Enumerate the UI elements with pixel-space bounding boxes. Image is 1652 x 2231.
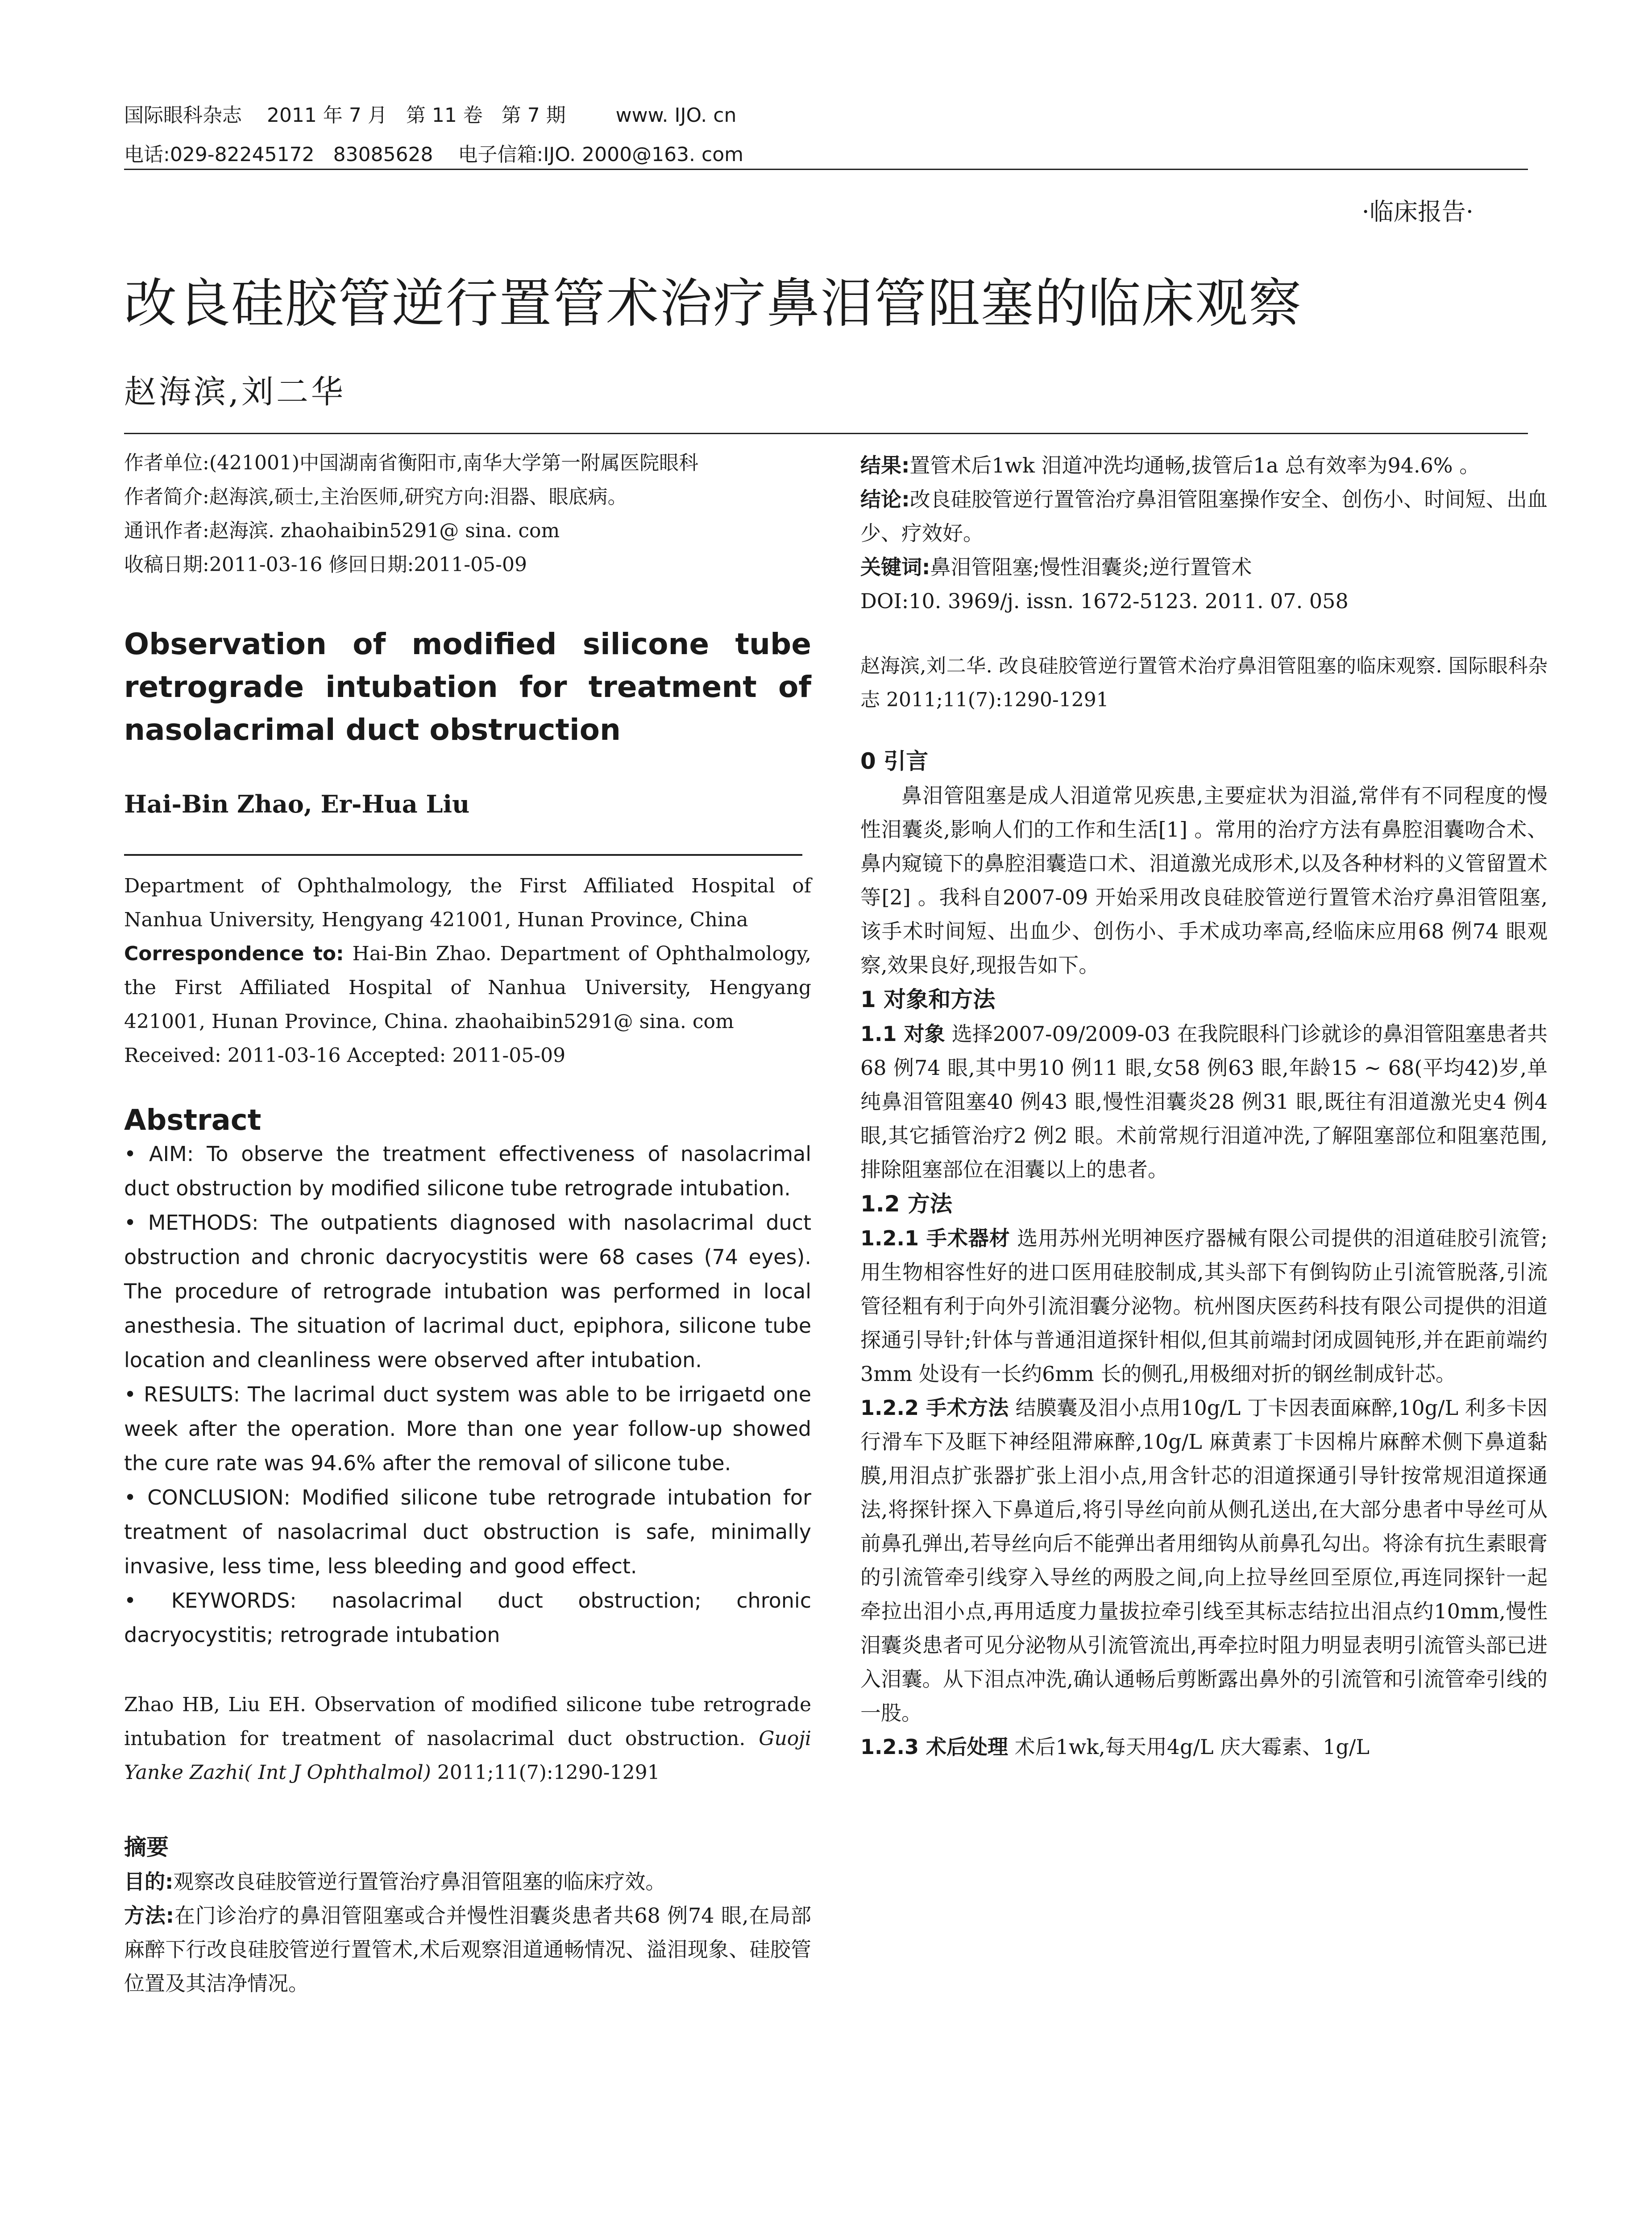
section-1-2-3-text: 术后1wk,每天用4g/L 庆大霉素、1g/L (1008, 1735, 1370, 1759)
left-column (124, 446, 811, 2000)
cn-abstract-methods (124, 1899, 811, 2000)
section-tag: ·临床报告· (1361, 198, 1474, 226)
cn-keywords-label: 关键词: (860, 555, 930, 579)
section-0-heading: 0 引言 (860, 748, 929, 774)
cn-abstract-keywords (860, 550, 1548, 584)
english-received: Received: 2011-03-16 Accepted: 2011-05-09 (124, 1044, 566, 1067)
correspondence-text: Hai-Bin Zhao. Department of Ophthalmology, the First Affiliated Hospital of Nanhua University, Hengyang 421001, Hunan Province, China. zhaohaibin5291@ sina. com (124, 942, 811, 1033)
abstract-conclusion: • CONCLUSION: Modified silicone tube retrograde intubation for treatment of nasolacrimal duct obstruction is safe, minimally invasive, less time, less bleeding and good effect. (124, 1485, 811, 1578)
cn-keywords-text: 鼻泪管阻塞;慢性泪囊炎;逆行置管术 (930, 555, 1252, 579)
section-1-1-text: 选择2007-09/2009-03 在我院眼科门诊就诊的鼻泪管阻塞患者共68 例74 眼,其中男10 例11 眼,女58 例63 眼,年龄15 ~ 68(平均42)岁,单纯鼻泪管阻塞40 例43 眼,慢性泪囊炎28 例31 眼,既往有泪道激光史4 例4 眼,其它插管治疗2 例2 眼。术前常规行泪道冲洗,了解阻塞部位和阻塞范围,排除阻塞部位在泪囊以上的患者。 (860, 1022, 1548, 1182)
abstract-results: • RESULTS: The lacrimal duct system was able to be irrigaetd one week after the operation. More than one year follow-up showed the cure rate was 94.6% after the removal of silicone tube. (124, 1382, 811, 1475)
section-1-2-3-paragraph (860, 1730, 1548, 1764)
section-0-paragraph: 鼻泪管阻塞是成人泪道常见疾患,主要症状为泪溢,常伴有不同程度的慢性泪囊炎,影响人们的工作和生活[1] 。常用的治疗方法有鼻腔泪囊吻合术、鼻内窥镜下的鼻腔泪囊造口术、泪道激光成形术,以及各种材料的义管留置术等[2] 。我科自2007-09 开始采用改良硅胶管逆行置管术治疗鼻泪管阻塞,该手术时间短、出血少、创伤小、手术成功率高,经临床应用68 例74 眼观察,效果良好,现报告如下。 (860, 784, 1548, 977)
received-dates: 收稿日期:2011-03-16 修回日期:2011-05-09 (124, 553, 527, 576)
cn-conclusion-text: 改良硅胶管逆行置管治疗鼻泪管阻塞操作安全、创伤小、时间短、出血少、疗效好。 (860, 487, 1548, 545)
abstract-methods: • METHODS: The outpatients diagnosed with nasolacrimal duct obstruction and chronic dacryocystitis were 68 cases (74 eyes). The procedure of retrograde intubation was performed in local anesthesia. The situation of lacrimal duct, epiphora, silicone tube location and cleanliness were observed after intubation. (124, 1211, 811, 1372)
abstract-heading: Abstract (124, 1104, 261, 1137)
citation-journal: Guoji Yanke Zazhi( Int J Ophthalmol) (124, 1727, 811, 1784)
section-1-2-1-text: 选用苏州光明神医疗器械有限公司提供的泪道硅胶引流管;用生物相容性好的进口医用硅胶制成,其头部下有倒钩防止引流管脱落,引流管径粗有利于向外引流泪囊分泌物。杭州图庆医药科技有限公司提供的泪道探通引导针;针体与普通泪道探针相似,但其前端封闭成圆钝形,并在距前端约3mm 处设有一长约6mm 长的侧孔,用极细对折的钢丝制成针芯。 (860, 1226, 1548, 1386)
abstract-keywords: • KEYWORDS: nasolacrimal duct obstruction; chronic dacryocystitis; retrograde intubation (124, 1588, 811, 1647)
header-rule (124, 169, 1528, 170)
section-1-heading: 1 对象和方法 (860, 987, 996, 1012)
section-1-2-3-label: 1.2.3 术后处理 (860, 1735, 1008, 1759)
cn-abstract-results (860, 448, 1548, 482)
cn-results-text: 置管术后1wk 泪道冲洗均通畅,拔管后1a 总有效率为94.6% 。 (909, 453, 1480, 477)
english-authors: Hai-Bin Zhao, Er-Hua Liu (124, 790, 470, 818)
journal-header-line1: 国际眼科杂志 2011 年 7 月 第 11 卷 第 7 期 www. IJO. cn (124, 104, 737, 127)
doi: DOI:10. 3969/j. issn. 1672-5123. 2011. 07. 058 (860, 589, 1349, 613)
cn-aim-label: 目的: (124, 1870, 174, 1894)
citation-volume: 2011;11(7):1290-1291 (431, 1761, 660, 1784)
article-title: 改良硅胶管逆行置管术治疗鼻泪管阻塞的临床观察 (124, 273, 1303, 334)
section-1-2-2-label: 1.2.2 手术方法 (860, 1396, 1009, 1420)
section-1-1-label: 1.1 对象 (860, 1022, 945, 1046)
authors-cn: 赵海滨,刘二华 (124, 373, 346, 411)
cn-methods-text: 在门诊治疗的鼻泪管阻塞或合并慢性泪囊炎患者共68 例74 眼,在局部麻醉下行改良硅胶管逆行置管术,术后观察泪道通畅情况、溢泪现象、硅胶管位置及其洁净情况。 (124, 1903, 811, 1995)
cn-abstract-heading: 摘要 (124, 1834, 169, 1860)
section-1-2-1-label: 1.2.1 手术器材 (860, 1226, 1010, 1250)
section-1-2-heading: 1.2 方法 (860, 1191, 952, 1217)
english-citation (124, 1688, 811, 1790)
correspondence-label: Correspondence to: (124, 942, 344, 965)
section-1-2-1-paragraph (860, 1221, 1548, 1391)
english-department: Department of Ophthalmology, the First Affiliated Hospital of Nanhua University, Hengyang 421001, Hunan Province, China (124, 875, 811, 931)
right-column (860, 448, 1548, 1764)
cn-aim-text: 观察改良硅胶管逆行置管治疗鼻泪管阻塞的临床疗效。 (173, 1870, 666, 1894)
section-1-2-2-text: 结膜囊及泪小点用10g/L 丁卡因表面麻醉,10g/L 利多卡因行滑车下及眶下神经阻滞麻醉,10g/L 麻黄素丁卡因棉片麻醉术侧下鼻道黏膜,用泪点扩张器扩张上泪小点,用含针芯的泪道探通引导针按常规泪道探通法,将探针探入下鼻道后,将引导丝向前从侧孔送出,在大部分患者中导丝可从前鼻孔弹出,若导丝向后不能弹出者用细钩从前鼻孔勾出。将涂有抗生素眼膏的引流管牵引线穿入导丝的两股之间,向上拉导丝回至原位,再连同探针一起牵拉出泪小点,再用适度力量拔拉牵引线至其标志结拉出泪点约10mm,慢性泪囊炎患者可见分泌物从引流管流出,再牵拉时阻力明显表明引流管头部已进入泪囊。从下泪点冲洗,确认通畅后剪断露出鼻外的引流管和引流管牵引线的一股。 (860, 1396, 1548, 1725)
affiliation: 作者单位:(421001)中国湖南省衡阳市,南华大学第一附属医院眼科 (124, 452, 699, 474)
cn-citation: 赵海滨,刘二华. 改良硅胶管逆行置管术治疗鼻泪管阻塞的临床观察. 国际眼科杂志 2011;11(7):1290-1291 (860, 655, 1548, 711)
journal-header-line2: 电话:029-82245172 83085628 电子信箱:IJO. 2000@163. com (124, 143, 743, 166)
cn-methods-label: 方法: (124, 1903, 174, 1928)
author-bio: 作者简介:赵海滨,硕士,主治医师,研究方向:泪器、眼底病。 (124, 485, 627, 508)
cn-results-label: 结果: (860, 453, 910, 477)
correspondence: 通讯作者:赵海滨. zhaohaibin5291@ sina. com (124, 519, 560, 542)
cn-abstract-aim (124, 1865, 811, 1899)
english-correspondence (124, 937, 811, 1039)
citation-authors: Zhao HB, Liu EH. Observation of modified silicone tube retrograde intubation for treatment of nasolacrimal duct obstruction. (124, 1693, 811, 1750)
title-rule (124, 433, 1528, 434)
english-title: Observation of modified silicone tube retrograde intubation for treatment of nasolacrimal duct obstruction (124, 627, 811, 747)
section-1-1-paragraph (860, 1017, 1548, 1186)
cn-abstract-conclusion (860, 482, 1548, 550)
abstract-aim: • AIM: To observe the treatment effectiveness of nasolacrimal duct obstruction by modified silicone tube retrograde intubation. (124, 1142, 811, 1200)
cn-conclusion-label: 结论: (860, 487, 910, 511)
section-1-2-2-paragraph (860, 1391, 1548, 1730)
